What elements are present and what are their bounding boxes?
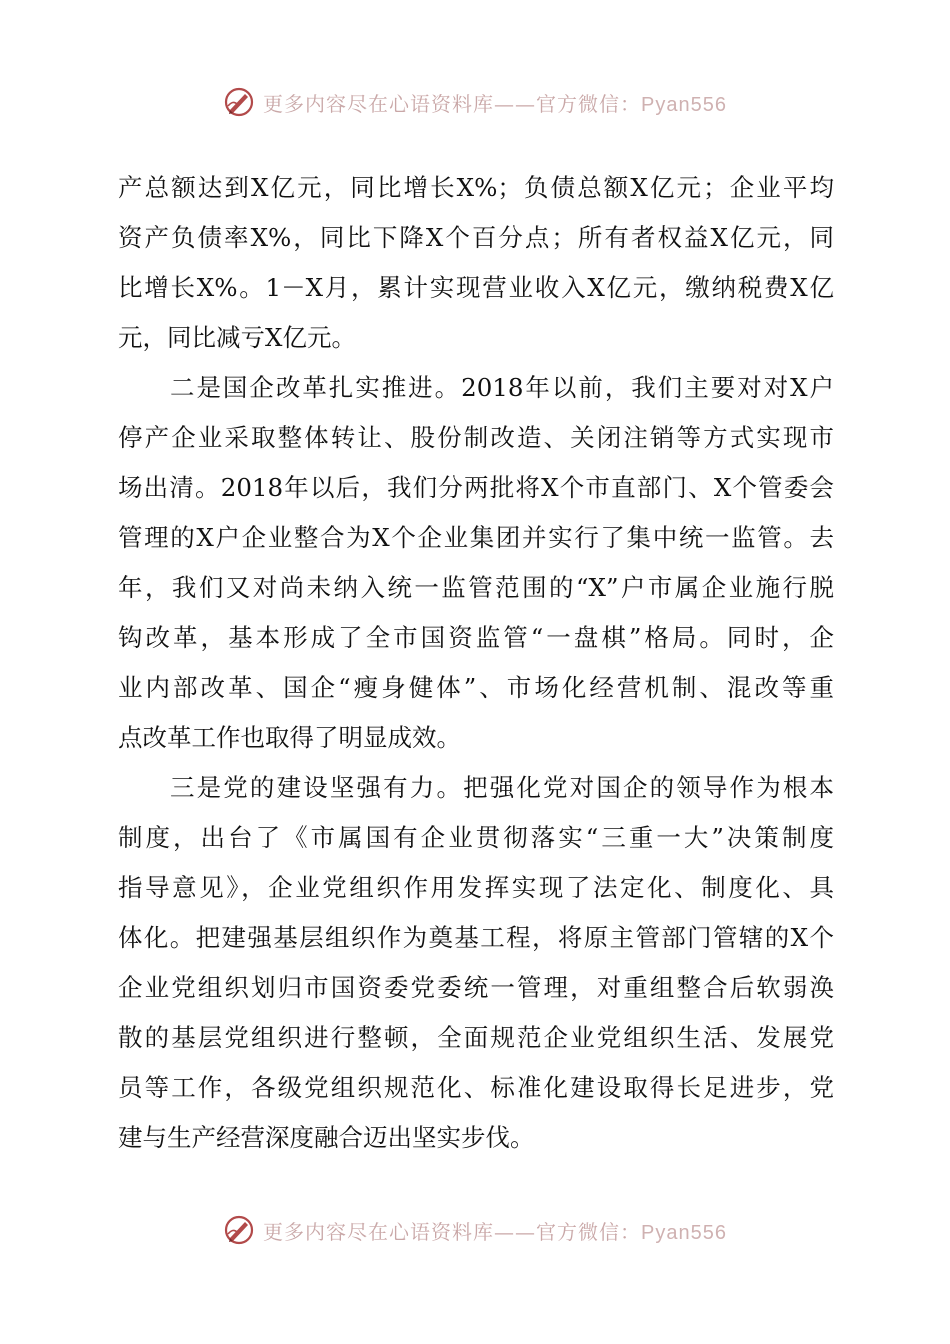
paragraph-reform xyxy=(118,363,834,763)
text-line: 业内部改革、国企“瘦身健体”、市场化经营机制、混改等重 xyxy=(118,673,834,702)
text-line: 点改革工作也取得了明显成效。 xyxy=(118,723,461,752)
watermark-text: 更多内容尽在心语资料库——官方微信：Pyan556 xyxy=(263,1219,727,1244)
document-body xyxy=(118,163,834,1163)
text-line: 元，同比减亏X亿元。 xyxy=(118,323,356,352)
pen-logo-icon xyxy=(223,1214,255,1246)
text-line: 散的基层党组织进行整顿，全面规范企业党组织生活、发展党 xyxy=(118,1023,834,1052)
text-line: 停产企业采取整体转让、股份制改造、关闭注销等方式实现市 xyxy=(118,423,834,452)
text-line: 建与生产经营深度融合迈出坚实步伐。 xyxy=(118,1123,535,1152)
pen-logo-icon xyxy=(223,86,255,118)
text-line: 二是国企改革扎实推进。2018年以前，我们主要对对X户 xyxy=(170,373,834,402)
text-line: 三是党的建设坚强有力。把强化党对国企的领导作为根本 xyxy=(170,773,834,802)
text-line: 制度，出台了《市属国有企业贯彻落实“三重一大”决策制度 xyxy=(118,823,834,852)
text-line: 员等工作，各级党组织规范化、标准化建设取得长足进步，党 xyxy=(118,1073,834,1102)
text-line: 企业党组织划归市国资委党委统一管理，对重组整合后软弱涣 xyxy=(118,973,834,1002)
text-line: 年，我们又对尚未纳入统一监管范围的“X”户市属企业施行脱 xyxy=(118,573,834,602)
text-line: 场出清。2018年以后，我们分两批将X个市直部门、X个管委会 xyxy=(118,473,834,502)
text-line: 指导意见》，企业党组织作用发挥实现了法定化、制度化、具 xyxy=(118,873,834,902)
watermark-banner-top xyxy=(0,84,950,120)
paragraph-party-building xyxy=(118,763,834,1163)
text-line: 产总额达到X亿元，同比增长X%；负债总额X亿元；企业平均 xyxy=(118,173,834,202)
watermark-banner-bottom xyxy=(0,1212,950,1248)
watermark-text: 更多内容尽在心语资料库——官方微信：Pyan556 xyxy=(263,91,727,116)
text-line: 体化。把建强基层组织作为奠基工程，将原主管部门管辖的X个 xyxy=(118,923,834,952)
text-line: 管理的X户企业整合为X个企业集团并实行了集中统一监管。去 xyxy=(118,523,834,552)
paragraph-assets xyxy=(118,163,834,363)
text-line: 资产负债率X%，同比下降X个百分点；所有者权益X亿元，同 xyxy=(118,223,834,252)
text-line: 比增长X%。1－X月，累计实现营业收入X亿元，缴纳税费X亿 xyxy=(118,273,834,302)
text-line: 钩改革，基本形成了全市国资监管“一盘棋”格局。同时，企 xyxy=(118,623,834,652)
